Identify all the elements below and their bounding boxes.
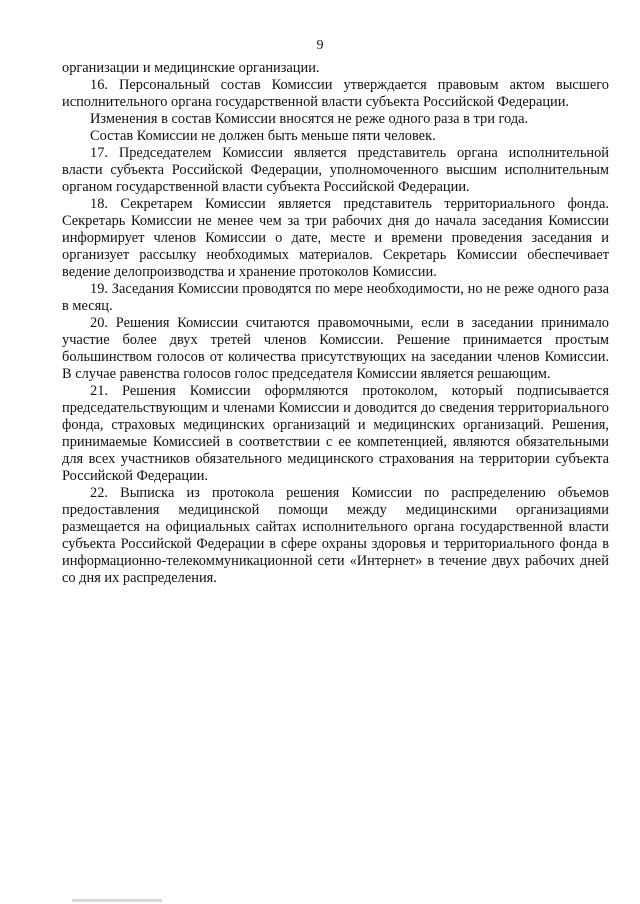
paragraph-20: 20. Решения Комиссии считаются правомочными, если в заседании принимало участие более двух третей членов Комиссии. Решение принимается простым большинством голосов от количества присутствующих на заседании членов Комиссии. В случае равенства голосов голос председателя Комиссии является решающим. — [62, 315, 609, 382]
paragraph-16: 16. Персональный состав Комиссии утверждается правовым актом высшего исполнительного органа государственной власти субъекта Российской Федерации. — [62, 77, 609, 110]
paragraph-22: 22. Выписка из протокола решения Комиссии по распределению объемов предоставления медицинской помощи между медицинскими организациями размещается на официальных сайтах исполнительного органа государственной власти субъекта Российской Федерации в сфере охраны здоровья и территориального фонда в информационно-телекоммуникационной сети «Интернет» в течение двух рабочих дней со дня их распределения. — [62, 485, 609, 586]
page-number: 9 — [316, 38, 324, 53]
paragraph-17: 17. Председателем Комиссии является представитель органа исполнительной власти субъекта Российской Федерации, уполномоченного высшим исполнительным органом государственной власти субъекта Российской Федерации. — [62, 145, 609, 195]
document-body — [62, 60, 609, 587]
paragraph-19: 19. Заседания Комиссии проводятся по мере необходимости, но не реже одного раза в месяц. — [62, 281, 609, 314]
scan-artifact — [72, 899, 162, 902]
paragraph-16-changes: Изменения в состав Комиссии вносятся не реже одного раза в три года. — [90, 111, 529, 127]
paragraph-continuation: организации и медицинские организации. — [62, 60, 320, 76]
paragraph-21: 21. Решения Комиссии оформляются протоколом, который подписывается председательствующим и членами Комиссии и доводится до сведения территориального фонда, страховых медицинских организаций и медицинских организаций. Решения, принимаемые Комиссией в соответствии с ее компетенцией, являются обязательными для всех участников обязательного медицинского страхования на территории субъекта Российской Федерации. — [62, 383, 609, 484]
paragraph-18: 18. Секретарем Комиссии является представитель территориального фонда. Секретарь Комиссии не менее чем за три рабочих дня до начала заседания Комиссии информирует членов Комиссии о дате, месте и времени проведения заседания и организует рассылку необходимых материалов. Секретарь Комиссии обеспечивает ведение делопроизводства и хранение протоколов Комиссии. — [62, 196, 609, 280]
paragraph-16-size: Состав Комиссии не должен быть меньше пяти человек. — [90, 128, 436, 144]
